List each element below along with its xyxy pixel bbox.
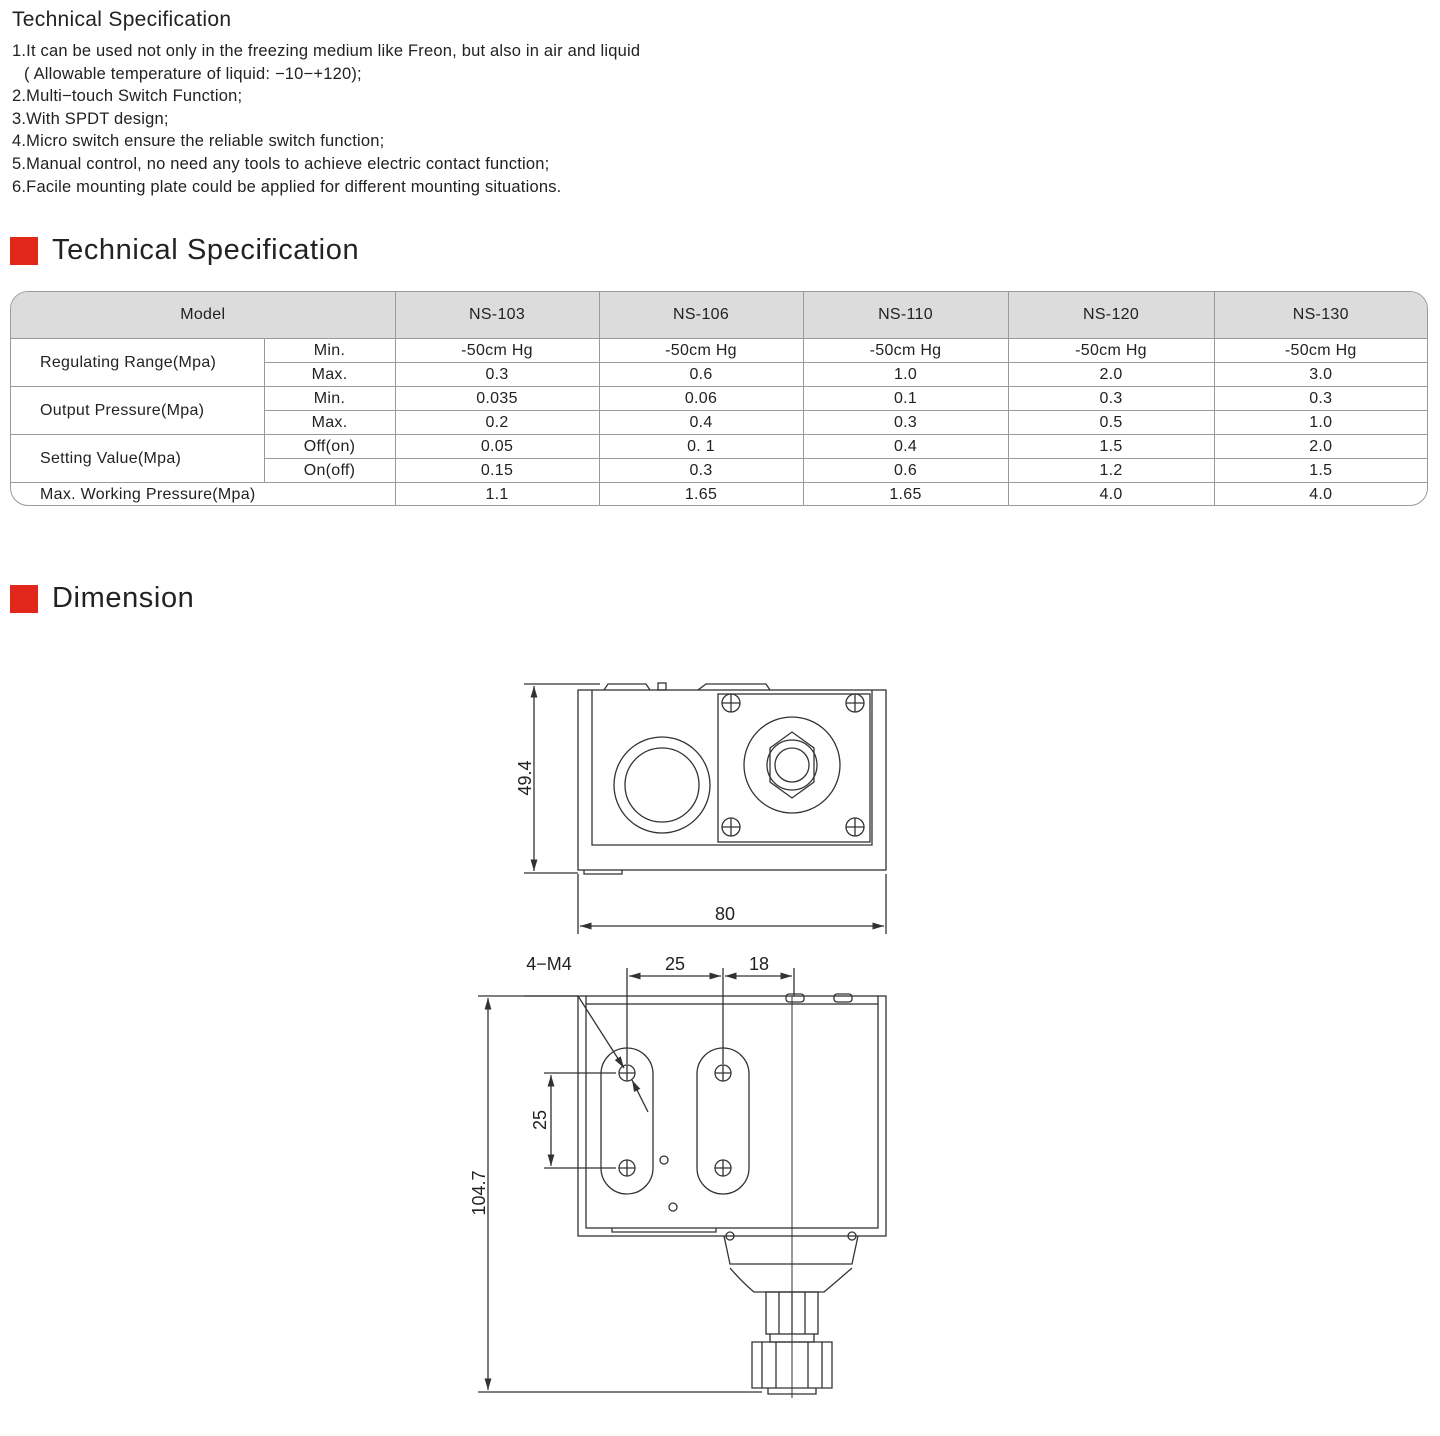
table-cell: 0.1 xyxy=(803,387,1008,411)
table-cell: 2.0 xyxy=(1214,435,1427,459)
feature-item: 2.Multi−touch Switch Function; xyxy=(12,87,243,106)
feature-list xyxy=(12,40,640,198)
dimension-section-heading xyxy=(10,582,194,615)
back-view xyxy=(578,994,886,1398)
header-model-name: NS-106 xyxy=(599,292,803,339)
section-marker xyxy=(10,585,38,613)
header-model-name: NS-110 xyxy=(803,292,1008,339)
table-cell: 1.1 xyxy=(395,483,599,507)
screw-icon xyxy=(722,818,740,836)
spec-section-heading xyxy=(10,234,359,267)
table-cell: 0.2 xyxy=(395,411,599,435)
table-cell: 1.5 xyxy=(1008,435,1214,459)
sub-label: Min. xyxy=(264,387,395,411)
table-cell: 0.3 xyxy=(599,459,803,483)
table-cell: 1.65 xyxy=(803,483,1008,507)
param-label: Setting Value(Mpa) xyxy=(11,435,264,483)
spec-table xyxy=(10,291,1428,506)
table-cell: 0.4 xyxy=(599,411,803,435)
sub-label: Max. xyxy=(264,411,395,435)
table-cell: 0.6 xyxy=(599,363,803,387)
screw-icon xyxy=(846,694,864,712)
table-cell: 0.035 xyxy=(395,387,599,411)
table-cell: -50cm Hg xyxy=(1008,339,1214,363)
table-row xyxy=(11,435,1427,459)
table-cell: -50cm Hg xyxy=(803,339,1008,363)
table-row xyxy=(11,339,1427,363)
section-marker xyxy=(10,237,38,265)
feature-item: 4.Micro switch ensure the reliable switch function; xyxy=(12,132,385,151)
feature-item: 3.With SPDT design; xyxy=(12,109,169,128)
table-cell: 1.0 xyxy=(803,363,1008,387)
table-cell: 0. 1 xyxy=(599,435,803,459)
table-cell: 1.5 xyxy=(1214,459,1427,483)
spec-section-title: Technical Specification xyxy=(52,234,360,266)
table-cell: 2.0 xyxy=(1008,363,1214,387)
table-cell: 0.3 xyxy=(1008,387,1214,411)
sub-label: Max. xyxy=(264,363,395,387)
header-model: Model xyxy=(11,292,395,339)
table-cell: -50cm Hg xyxy=(599,339,803,363)
table-cell: 0.4 xyxy=(803,435,1008,459)
table-cell: 0.3 xyxy=(395,363,599,387)
table-cell: -50cm Hg xyxy=(1214,339,1427,363)
feature-item: 1.It can be used not only in the freezing medium like Freon, but also in air and liquid xyxy=(12,42,641,60)
table-row xyxy=(11,483,1427,507)
table-cell: 0.05 xyxy=(395,435,599,459)
screw-icon xyxy=(722,694,740,712)
dim-label-width: 80 xyxy=(714,904,736,924)
table-cell: 1.0 xyxy=(1214,411,1427,435)
dim-label-slot-spacing: 25 xyxy=(530,1109,550,1131)
table-cell: 1.65 xyxy=(599,483,803,507)
header-model-name: NS-120 xyxy=(1008,292,1214,339)
dim-label-spacing-a: 25 xyxy=(664,954,686,974)
table-cell: 0.06 xyxy=(599,387,803,411)
feature-item: ( Allowable temperature of liquid: −10−+120); xyxy=(24,64,362,83)
sub-label: Off(on) xyxy=(264,435,395,459)
table-cell: 0.6 xyxy=(803,459,1008,483)
dimension-section-title: Dimension xyxy=(52,582,195,614)
front-view xyxy=(578,683,886,874)
header-model-name: NS-130 xyxy=(1214,292,1427,339)
screw-icon xyxy=(846,818,864,836)
table-cell: 3.0 xyxy=(1214,363,1427,387)
param-label: Max. Working Pressure(Mpa) xyxy=(11,483,395,507)
table-row xyxy=(11,387,1427,411)
dim-label-spacing-b: 18 xyxy=(748,954,770,974)
feature-item: 6.Facile mounting plate could be applied for different mounting situations. xyxy=(12,177,562,196)
sub-label: On(off) xyxy=(264,459,395,483)
param-label: Regulating Range(Mpa) xyxy=(11,339,264,387)
table-cell: 1.2 xyxy=(1008,459,1214,483)
dimension-lines-front xyxy=(524,684,886,934)
dim-label-height-top: 49.4 xyxy=(515,760,535,796)
feature-item: 5.Manual control, no need any tools to achieve electric contact function; xyxy=(12,154,550,173)
dim-label-screw: 4−M4 xyxy=(526,954,572,974)
dim-label-height-total: 104.7 xyxy=(469,1170,489,1216)
table-cell: 0.3 xyxy=(1214,387,1427,411)
table-cell: 4.0 xyxy=(1309,485,1333,503)
table-header-row xyxy=(11,292,1427,339)
intro-title: Technical Specification xyxy=(12,8,232,31)
table-cell: 0.15 xyxy=(395,459,599,483)
table-cell: -50cm Hg xyxy=(395,339,599,363)
table-cell: 0.3 xyxy=(803,411,1008,435)
header-model-name: NS-103 xyxy=(395,292,599,339)
table-cell: 0.5 xyxy=(1008,411,1214,435)
dimension-lines-back xyxy=(478,968,794,1392)
table-cell: 4.0 xyxy=(1008,483,1214,507)
sub-label: Min. xyxy=(264,339,395,363)
param-label: Output Pressure(Mpa) xyxy=(11,387,264,435)
